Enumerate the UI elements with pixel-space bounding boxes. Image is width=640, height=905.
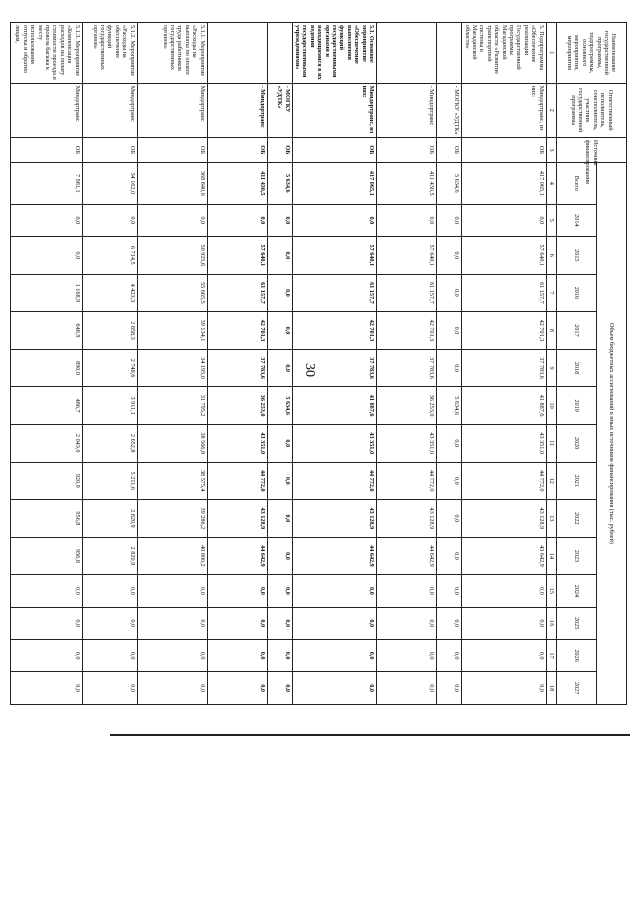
row-source-cell: ОБ <box>267 137 292 162</box>
row-year-cell: 57 640,1 <box>207 237 267 275</box>
row-year-cell: 0,0 <box>82 575 137 607</box>
header-year: 2023 <box>557 537 597 575</box>
row-year-cell: 61 157,7 <box>292 274 376 312</box>
page-rule <box>110 734 630 736</box>
row-total-cell: 417 065,1 <box>292 162 376 204</box>
column-number: 17 <box>546 639 556 671</box>
row-responsible-cell: Миндортранс <box>137 83 207 137</box>
row-year-cell: 4 423,3 <box>82 274 137 312</box>
row-name-cell: 5. Подпрограмма «Обеспечение реализации Государственной программы Магаданской области «Развитие транспортной системы в Магаданской области» <box>462 23 546 84</box>
row-year-cell: 0,0 <box>10 575 82 607</box>
row-total-cell: 411 430,5 <box>377 162 437 204</box>
column-number: 6 <box>546 237 556 275</box>
row-year-cell: 0,0 <box>137 607 207 639</box>
row-year-cell: 0,0 <box>437 204 462 236</box>
row-year-cell: 0,0 <box>137 639 207 671</box>
row-year-cell: 36 253,0 <box>207 387 267 425</box>
row-source-cell: ОБ <box>82 137 137 162</box>
row-year-cell: 0,0 <box>10 672 82 705</box>
row-total-cell: 368 840,0 <box>137 162 207 204</box>
row-year-cell: 43 128,9 <box>207 500 267 538</box>
row-year-cell: 0,0 <box>437 500 462 538</box>
row-responsible-cell: Миндортранс, из них: <box>292 83 376 137</box>
row-year-cell: 2 820,9 <box>82 537 137 575</box>
row-total-cell: 7 981,1 <box>10 162 82 204</box>
row-year-cell: 2 858,3 <box>82 312 137 350</box>
row-source-cell: ОБ <box>207 137 267 162</box>
header-year: 2025 <box>557 607 597 639</box>
row-year-cell: 0,0 <box>462 204 546 236</box>
row-year-cell: 486,7 <box>10 387 82 425</box>
row-year-cell: 39 134,1 <box>137 312 207 350</box>
row-year-cell: 0,0 <box>437 274 462 312</box>
row-year-cell: 0,0 <box>267 607 292 639</box>
row-name-cell <box>207 23 267 84</box>
header-year: 2021 <box>557 462 597 500</box>
table-row <box>462 23 546 705</box>
table-row <box>137 23 207 705</box>
row-year-cell: 2 748,6 <box>82 349 137 387</box>
row-year-cell: 42 701,3 <box>207 312 267 350</box>
header-year: 2019 <box>557 387 597 425</box>
table-row <box>377 23 437 705</box>
row-year-cell: 37 783,6 <box>207 349 267 387</box>
column-number-row <box>546 23 556 705</box>
row-name-cell: 5.1. Основное мероприятие «Обеспечение выполнения функций государственными органами и находящимися в их ведении государственными учреждениями» <box>292 23 376 84</box>
row-year-cell: 38 566,8 <box>137 424 207 462</box>
row-year-cell: 0,0 <box>207 575 267 607</box>
row-name-cell <box>437 23 462 84</box>
row-year-cell: 0,0 <box>10 237 82 275</box>
row-year-cell: 0,0 <box>292 575 376 607</box>
row-year-cell: 5 211,6 <box>82 462 137 500</box>
header-year: 2026 <box>557 639 597 671</box>
row-year-cell: 2 652,8 <box>82 424 137 462</box>
row-year-cell: 57 640,1 <box>462 237 546 275</box>
row-year-cell: 0,0 <box>207 204 267 236</box>
row-name-cell: 5.1.3. Мероприятие «Компенсация расходов на оплату стоимости проезда и провоза багажа к месту использования отпуска и обратно лицам, <box>10 23 82 84</box>
row-year-cell: 0,0 <box>267 500 292 538</box>
row-year-cell: 0,0 <box>82 607 137 639</box>
row-year-cell: 0,0 <box>437 237 462 275</box>
header-year: 2020 <box>557 424 597 462</box>
row-year-cell: 648,9 <box>10 312 82 350</box>
row-year-cell: 31 795,2 <box>137 387 207 425</box>
row-year-cell: 43 128,9 <box>462 500 546 538</box>
row-year-cell: 41 887,6 <box>462 387 546 425</box>
column-number: 14 <box>546 537 556 575</box>
row-source-cell: ОБ <box>377 137 437 162</box>
table-body <box>10 23 546 705</box>
row-source-cell: ОБ <box>437 137 462 162</box>
row-year-cell: 44 642,9 <box>207 537 267 575</box>
row-year-cell: 956,8 <box>10 537 82 575</box>
row-year-cell: 0,0 <box>267 312 292 350</box>
row-responsible-cell: - МОГКУ «УДТК» <box>267 83 292 137</box>
row-total-cell: 34 162,0 <box>82 162 137 204</box>
column-number: 8 <box>546 312 556 350</box>
column-number: 4 <box>546 162 556 204</box>
row-responsible-cell: Миндортранс <box>10 83 82 137</box>
row-total-cell: 411 430,5 <box>207 162 267 204</box>
row-year-cell: 0,0 <box>207 639 267 671</box>
row-year-cell: 43 128,9 <box>377 500 437 538</box>
row-total-cell: 5 634,6 <box>437 162 462 204</box>
row-year-cell: 0,0 <box>267 274 292 312</box>
header-source: Источник финансирования <box>557 137 627 162</box>
row-year-cell: 38 575,4 <box>137 462 207 500</box>
row-year-cell: 55 665,5 <box>137 274 207 312</box>
row-year-cell: 37 783,6 <box>377 349 437 387</box>
table-row <box>82 23 137 705</box>
row-year-cell: 0,0 <box>82 672 137 705</box>
row-year-cell: 43 128,9 <box>292 500 376 538</box>
row-year-cell: 43 642,9 <box>462 537 546 575</box>
row-year-cell: 0,0 <box>10 639 82 671</box>
row-year-cell: 0,0 <box>82 204 137 236</box>
row-year-cell: 0,0 <box>377 672 437 705</box>
row-year-cell: 0,0 <box>292 607 376 639</box>
table-row <box>437 23 462 705</box>
row-year-cell: 44 772,0 <box>377 462 437 500</box>
row-year-cell: 36 253,0 <box>377 387 437 425</box>
column-number: 7 <box>546 274 556 312</box>
row-year-cell: 61 157,7 <box>462 274 546 312</box>
row-year-cell: 0,0 <box>207 607 267 639</box>
header-year: 2022 <box>557 500 597 538</box>
header-year: 2014 <box>557 204 597 236</box>
row-year-cell: 2 820,9 <box>82 500 137 538</box>
row-year-cell: 0,0 <box>267 672 292 705</box>
row-year-cell: 37 783,6 <box>462 349 546 387</box>
row-year-cell: 0,0 <box>267 204 292 236</box>
column-number: 9 <box>546 349 556 387</box>
header-year: 2027 <box>557 672 597 705</box>
row-year-cell: 37 783,6 <box>292 349 376 387</box>
row-year-cell: 5 634,6 <box>437 387 462 425</box>
row-year-cell: 0,0 <box>10 204 82 236</box>
row-year-cell: 44 642,9 <box>292 537 376 575</box>
row-responsible-cell: Миндортранс, из них: <box>462 83 546 137</box>
row-year-cell: 34 195,0 <box>137 349 207 387</box>
header-year: 2016 <box>557 274 597 312</box>
row-year-cell: 57 640,1 <box>377 237 437 275</box>
row-year-cell: 0,0 <box>137 204 207 236</box>
row-year-cell: 41 887,6 <box>292 387 376 425</box>
row-name-cell <box>267 23 292 84</box>
row-year-cell: 0,0 <box>377 639 437 671</box>
rotated-table-area <box>14 22 627 705</box>
row-year-cell: 61 157,7 <box>207 274 267 312</box>
row-year-cell: 0,0 <box>267 639 292 671</box>
row-year-cell: 920,9 <box>10 462 82 500</box>
row-year-cell: 0,0 <box>82 639 137 671</box>
row-year-cell: 40 800,2 <box>137 537 207 575</box>
row-year-cell: 0,0 <box>437 607 462 639</box>
row-year-cell: 956,8 <box>10 500 82 538</box>
row-year-cell: 0,0 <box>462 575 546 607</box>
row-year-cell: 43 351,0 <box>207 424 267 462</box>
row-year-cell: 42 701,3 <box>292 312 376 350</box>
row-year-cell: 0,0 <box>437 639 462 671</box>
row-year-cell: 0,0 <box>10 607 82 639</box>
table-row <box>292 23 376 705</box>
row-responsible-cell: - Миндортранс <box>377 83 437 137</box>
row-year-cell: 6 714,5 <box>82 237 137 275</box>
page-number: 30 <box>302 363 317 377</box>
row-year-cell: 44 772,0 <box>292 462 376 500</box>
row-year-cell: 3 911,1 <box>82 387 137 425</box>
row-year-cell: 0,0 <box>267 349 292 387</box>
row-year-cell: 0,0 <box>462 607 546 639</box>
row-year-cell: 0,0 <box>462 639 546 671</box>
row-year-cell: 42 701,3 <box>377 312 437 350</box>
table-row <box>207 23 267 705</box>
row-year-cell: 0,0 <box>267 575 292 607</box>
row-year-cell: 0,0 <box>437 424 462 462</box>
row-year-cell: 44 642,9 <box>377 537 437 575</box>
row-year-cell: 0,0 <box>437 349 462 387</box>
row-source-cell: ОБ <box>462 137 546 162</box>
row-year-cell: 0,0 <box>437 575 462 607</box>
header-volume: Объем бюджетных ассигнований в иных источников финансирования (тыс. рублей) <box>597 162 627 704</box>
row-year-cell: 44 772,0 <box>207 462 267 500</box>
row-year-cell: 2 043,0 <box>10 424 82 462</box>
row-year-cell: 0,0 <box>292 672 376 705</box>
header-responsible: Ответственный исполнитель, соисполнитель, участник государственной программы <box>557 83 627 137</box>
header-year: 2024 <box>557 575 597 607</box>
row-year-cell: 1 168,9 <box>10 274 82 312</box>
column-number: 12 <box>546 462 556 500</box>
row-year-cell: 0,0 <box>437 462 462 500</box>
column-number: 15 <box>546 575 556 607</box>
row-source-cell: ОБ <box>292 137 376 162</box>
header-year: 2015 <box>557 237 597 275</box>
column-number: 18 <box>546 672 556 705</box>
row-responsible-cell: Миндортранс <box>82 83 137 137</box>
row-year-cell: 0,0 <box>207 672 267 705</box>
row-year-cell: 0,0 <box>292 204 376 236</box>
row-name-cell: 5.1.1. Мероприятие «Расходы на выплаты по оплате труда работников государственных органов» <box>137 23 207 84</box>
column-number: 5 <box>546 204 556 236</box>
table-row <box>267 23 292 705</box>
row-year-cell: 0,0 <box>267 237 292 275</box>
header-year: 2018 <box>557 349 597 387</box>
row-year-cell: 0,0 <box>437 672 462 705</box>
header-year: 2017 <box>557 312 597 350</box>
row-name-cell <box>377 23 437 84</box>
row-source-cell: ОБ <box>137 137 207 162</box>
row-responsible-cell: - Миндортранс <box>207 83 267 137</box>
row-responsible-cell: - МОГКУ «УДТК» <box>437 83 462 137</box>
row-year-cell: 0,0 <box>377 575 437 607</box>
row-year-cell: 50 925,6 <box>137 237 207 275</box>
row-year-cell: 42 701,3 <box>462 312 546 350</box>
row-year-cell: 0,0 <box>292 639 376 671</box>
column-number: 2 <box>546 83 556 137</box>
row-year-cell: 0,0 <box>437 537 462 575</box>
row-year-cell: 43 351,0 <box>377 424 437 462</box>
header-name: Наименование государственной программы, подпрограммы, основного мероприятия, мероприятия <box>557 23 627 84</box>
row-year-cell: 0,0 <box>437 312 462 350</box>
row-year-cell: 0,0 <box>137 575 207 607</box>
row-name-cell: 5.1.2. Мероприятие «Расходы на обеспечение функций государственных органов» <box>82 23 137 84</box>
row-year-cell: 0,0 <box>462 672 546 705</box>
table-row <box>10 23 82 705</box>
budget-table <box>10 22 627 705</box>
row-year-cell: 0,0 <box>377 204 437 236</box>
column-number: 1 <box>546 23 556 84</box>
row-total-cell: 417 065,1 <box>462 162 546 204</box>
row-year-cell: 44 772,0 <box>462 462 546 500</box>
column-number: 13 <box>546 500 556 538</box>
row-year-cell: 0,0 <box>137 672 207 705</box>
row-year-cell: 43 351,0 <box>292 424 376 462</box>
row-year-cell: 0,0 <box>267 462 292 500</box>
row-year-cell: 39 286,2 <box>137 500 207 538</box>
header-total: Всего <box>557 162 597 204</box>
column-number: 11 <box>546 424 556 462</box>
column-number: 10 <box>546 387 556 425</box>
row-year-cell: 0,0 <box>267 537 292 575</box>
row-year-cell: 43 351,0 <box>462 424 546 462</box>
row-year-cell: 61 157,7 <box>377 274 437 312</box>
row-year-cell: 57 640,1 <box>292 237 376 275</box>
rotated-page <box>14 22 627 705</box>
row-year-cell: 5 634,6 <box>267 387 292 425</box>
row-year-cell: 0,0 <box>267 424 292 462</box>
row-source-cell: ОБ <box>10 137 82 162</box>
row-total-cell: 5 634,6 <box>267 162 292 204</box>
row-year-cell: 0,0 <box>377 607 437 639</box>
column-number: 16 <box>546 607 556 639</box>
column-number: 3 <box>546 137 556 162</box>
row-year-cell: 890,0 <box>10 349 82 387</box>
